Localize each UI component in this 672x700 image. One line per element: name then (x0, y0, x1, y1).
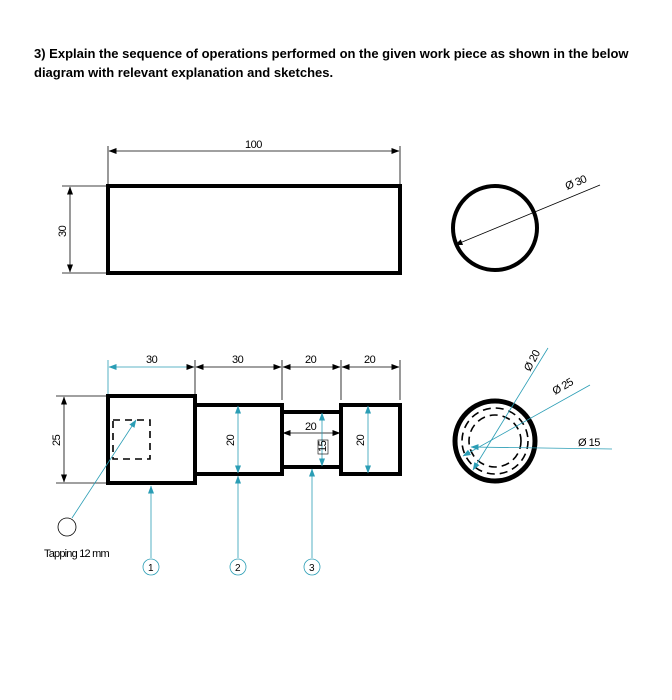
groove-dia-label: 15 (317, 440, 329, 452)
end-view-inner (469, 415, 521, 467)
tapping-label: Tapping 12 mm (44, 548, 109, 560)
step-dia-label: 20 (225, 434, 237, 446)
tapping-balloon (58, 518, 76, 536)
op2-number: 2 (235, 563, 241, 574)
question-text: 3) Explain the sequence of operations performed on the given work piece as shown in the below diagram with relevant explanation and sketches. (34, 46, 629, 80)
seg4-label: 20 (364, 354, 376, 366)
tapped-hole-hidden (113, 420, 150, 459)
seg2-label: 30 (232, 354, 244, 366)
op3-number: 3 (309, 563, 315, 574)
end-view-mid (462, 408, 528, 474)
overall-dia-label: 25 (51, 434, 63, 446)
top-view (57, 139, 600, 273)
end-view-dia15-label: Ø 15 (578, 437, 600, 449)
diameter-leader (455, 185, 600, 245)
end-dia-label: 20 (355, 434, 367, 446)
end-view-dia25-leader (463, 385, 590, 456)
end-view-outer (455, 401, 535, 481)
end-view-dia25-label: Ø 25 (550, 376, 576, 398)
end-view-dia20-label: Ø 20 (522, 348, 543, 374)
seg3-label: 20 (305, 354, 317, 366)
seg1-label: 30 (146, 354, 158, 366)
height-label: 30 (57, 225, 69, 237)
tapping-leader (72, 420, 136, 518)
stock-bar (108, 186, 400, 273)
op1-number: 1 (148, 563, 154, 574)
groove-width-label: 20 (305, 421, 317, 433)
end-view-circle (453, 186, 537, 270)
diameter-label: Ø 30 (563, 173, 589, 193)
length-label: 100 (245, 139, 262, 151)
bottom-view (44, 348, 612, 575)
